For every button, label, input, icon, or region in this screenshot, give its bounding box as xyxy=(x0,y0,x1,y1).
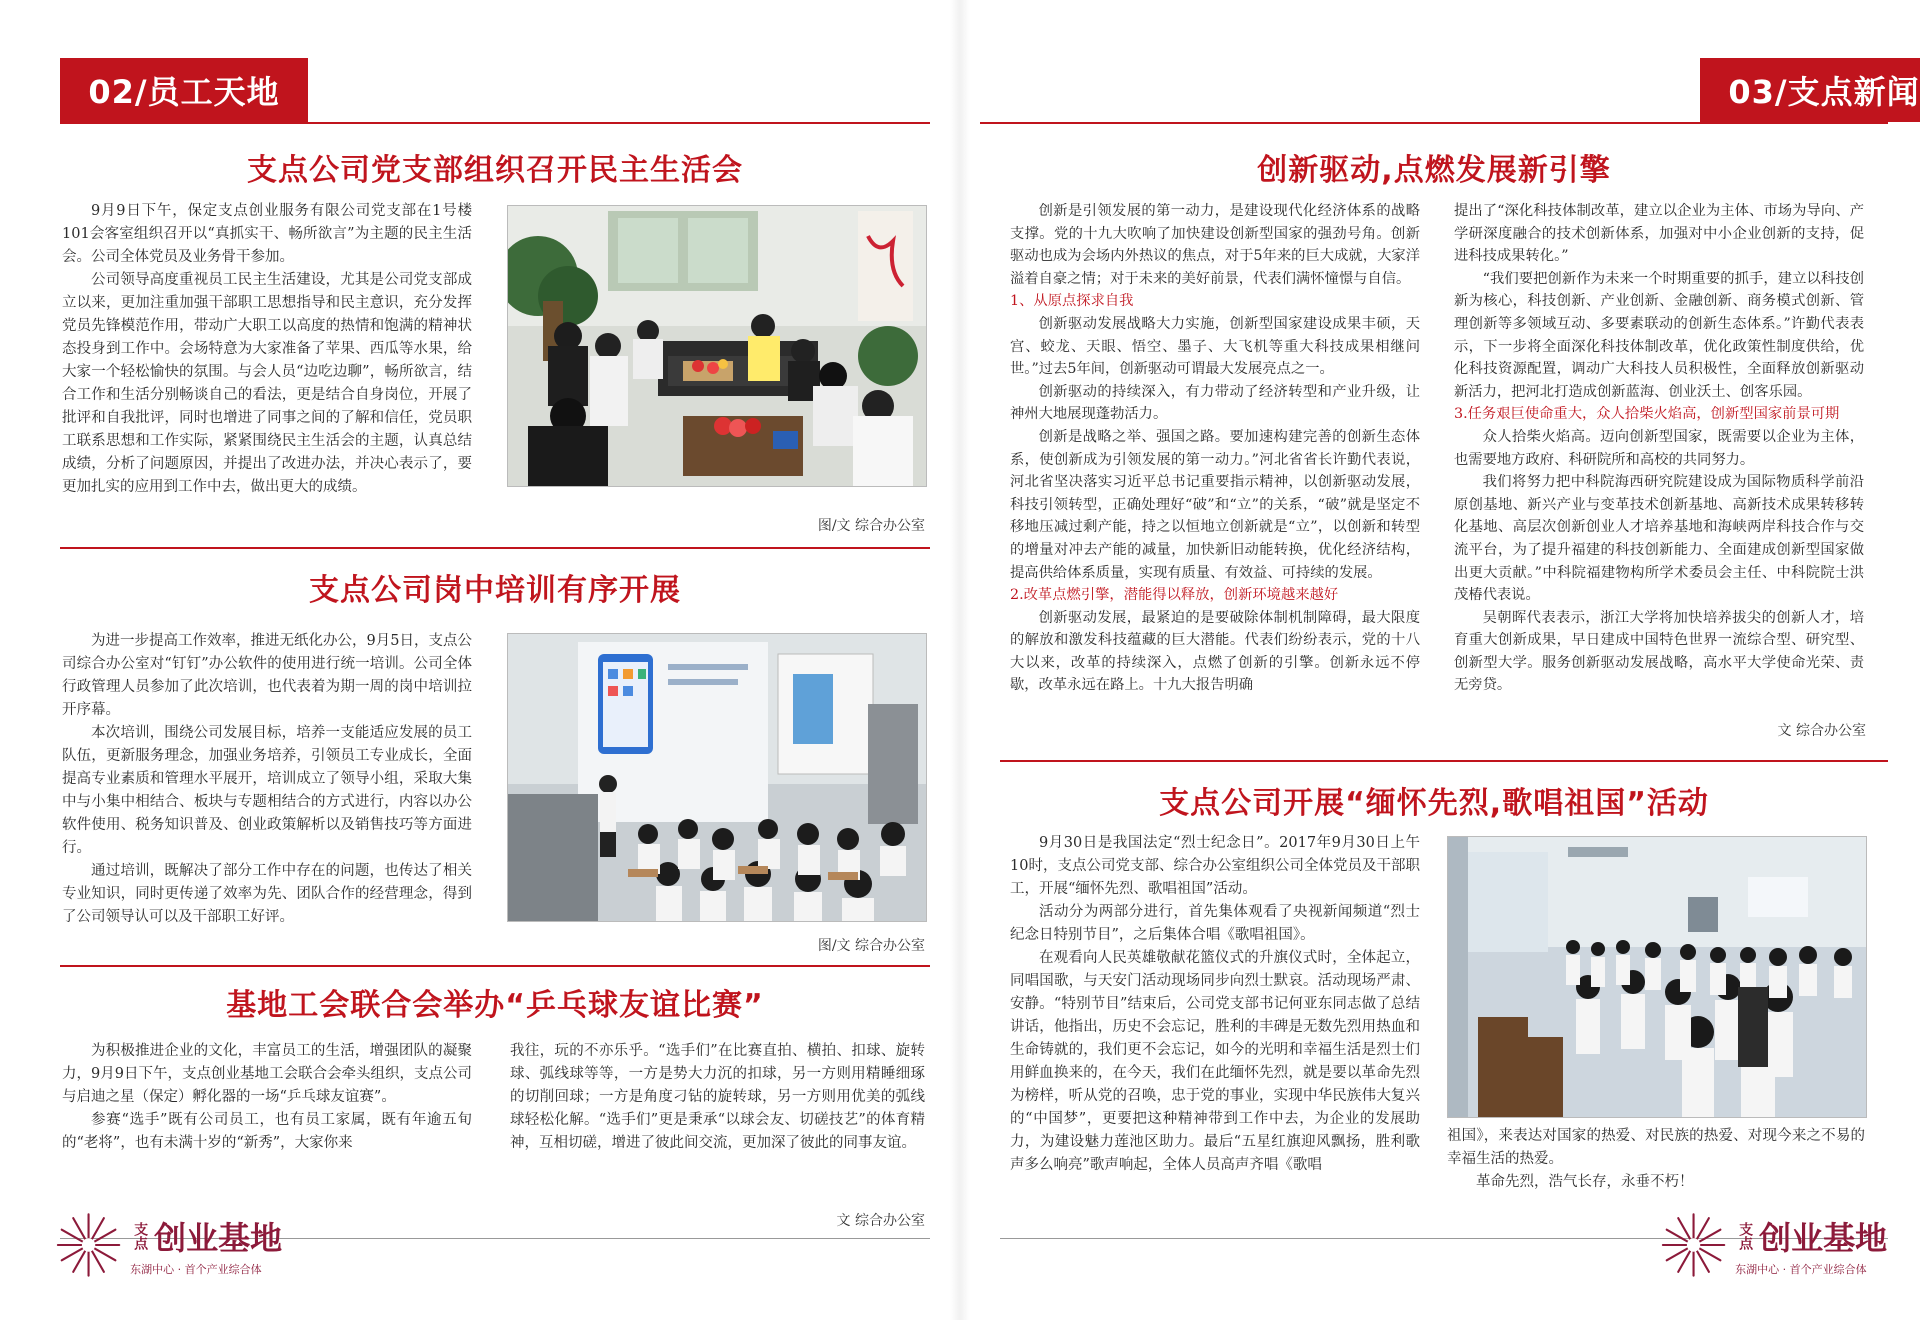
logo-small-text: 支点 xyxy=(1737,1222,1754,1250)
paragraph: 我们将努力把中科院海西研究院建设成为国际物质科学前沿原创基地、新兴产业与变革技术创新基地、高新技术成果转移转化基地、高层次创新创业人才培养基地和海峡两岸科技合作与交流平台，为了提升福建的科技创新能力、全面建成创新型国家做出更大贡献。”中科院福建物构所学术委员会主任、中科院院士洪茂椿代表说。 xyxy=(1454,474,1864,604)
paragraph: 提出了“深化科技体制改革，建立以企业为主体、市场为导向、产学研深度融合的技术创新体系，加强对中小企业创新的支持，促进科技成果转化。” xyxy=(1454,203,1864,265)
article-body xyxy=(62,200,472,499)
meeting-photo xyxy=(507,205,927,487)
paragraph: 创新是引领发展的第一动力，是建设现代化经济体系的战略支撑。党的十九大吹响了加快建设创新型国家的强劲号角。创新驱动也成为会场内外热议的焦点，对于5年来的巨大成就，大家洋溢着自豪之情；对于未来的美好前景，代表们满怀憧憬与自信。 xyxy=(1010,203,1420,287)
article-column xyxy=(1010,200,1420,697)
brand-logo xyxy=(1660,1205,1900,1285)
article-title: 支点公司岗中培训有序开展 xyxy=(309,573,681,608)
subheading: 2.改革点燃引擎，潜能得以释放，创新环境越来越好 xyxy=(1010,587,1339,604)
article-column xyxy=(62,1040,472,1155)
paragraph: 活动分为两部分进行，首先集体观看了央视新闻频道“烈士纪念日特别节目”，之后集体合唱《歌唱祖国》。 xyxy=(1010,904,1420,943)
sunburst-logo-icon xyxy=(55,1210,122,1280)
section-divider xyxy=(60,965,930,967)
paragraph: 众人拾柴火焰高。迈向创新型国家，既需要以企业为主体，也需要地方政府、科研院所和高校的共同努力。 xyxy=(1454,428,1864,468)
paragraph: 创新驱动的持续深入，有力带动了经济转型和产业升级，让神州大地展现蓬勃活力。 xyxy=(1010,383,1420,423)
paragraph: 为积极推进企业的文化，丰富员工的生活，增强团队的凝聚力，9月9日下午，支点创业基地工会联合会牵头组织，支点公司与启迪之星（保定）孵化器的一场“乒乓球友谊赛”。 xyxy=(62,1043,472,1105)
section-badge: 02/员工天地 xyxy=(60,58,308,122)
paragraph: “我们要把创新作为未来一个时期重要的抓手，建立以科技创新为核心，科技创新、产业创新、金融创新、商务模式创新、管理创新等多领域互动、多要素联动的创新生态体系。”许勤代表表示，下一步将全面深化科技体制改革，优化政策性制度供给，优化科技资源配置，调动广大科技人员积极性，全面释放创新驱动新活力，把河北打造成创新蓝海、创业沃土、创客乐园。 xyxy=(1454,270,1864,400)
logo-main-text: 创业基地 xyxy=(1759,1219,1888,1257)
paragraph: 在观看向人民英雄敬献花篮仪式的升旗仪式时，全体起立，同唱国歌，与天安门活动现场同步向烈士默哀。活动现场严肃、安静。“特别节目”结束后，公司党支部书记何亚东同志做了总结讲话，他指出，历史不会忘记，胜利的丰碑是无数先烈用热血和生命铸就的，我们更不会忘记，如今的光明和幸福生活是烈士们用鲜血换来的，在今天，我们在此缅怀先烈，就是要以革命先烈为榜样，听从党的召唤，忠于党的事业，实现中华民族伟大复兴的“中国梦”，更要把这种精神带到工作中去，为企业的发展助力，为建设魅力莲池区助力。最后“五星红旗迎风飘扬，胜利歌声多么响亮”歌声响起，全体人员高声齐唱《歌唱 xyxy=(1010,950,1420,1173)
paragraph: 参赛“选手”既有公司员工，也有员工家属，既有年逾五旬的“老将”，也有未满十岁的“新秀”，大家你来 xyxy=(62,1112,472,1151)
article-credit: 文 综合办公室 xyxy=(836,1213,925,1229)
paragraph: 9月9日下午，保定支点创业服务有限公司党支部在1号楼101会客室组织召开以“真抓实干、畅所欲言”为主题的民主生活会。公司全体党员及业务骨干参加。 xyxy=(62,203,472,265)
right-page xyxy=(980,0,1920,1320)
left-page xyxy=(0,0,940,1320)
article-body xyxy=(62,630,472,929)
subheading: 3.任务艰巨使命重大，众人拾柴火焰高，创新型国家前景可期 xyxy=(1454,406,1840,423)
paragraph: 公司领导高度重视员工民主生活建设，尤其是公司党支部成立以来，更加注重加强干部职工思想指导和民主意识，充分发挥党员先锋模范作用，带动广大职工以高度的热情和饱满的精神状态投身到工作中。会场特意为大家准备了苹果、西瓜等水果，给大家一个轻松愉快的氛围。与会人员“边吃边聊”，畅所欲言，结合工作和生活分别畅谈自己的看法，更是结合自身岗位，开展了批评和自我批评，同时也增进了同事之间的了解和信任，党员职工联系思想和工作实际，紧紧围绕民主生活会的主题，认真总结成绩，分析了问题原因，并提出了改进办法，并决心表示了，要更加扎实的应用到工作中去，做出更大的成绩。 xyxy=(62,272,472,495)
article-column xyxy=(1447,1125,1865,1194)
paragraph: 创新是战略之举、强国之路。要加速构建完善的创新生态体系，使创新成为引领发展的第一动力。”河北省省长许勤代表说，河北省坚决落实习近平总书记重要指示精神，以创新驱动发展，科技引领转型，正确处理好“破”和“立”的关系，“破”就是坚定不移地压减过剩产能，持之以恒地立创新就是“立”，以创新和转型的增量对冲去产能的减量，加快新旧动能转换，优化经济结构，提高供给体系质量，实现有质量、有效益、可持续的发展。 xyxy=(1010,428,1420,581)
article-title: 支点公司党支部组织召开民主生活会 xyxy=(247,153,743,188)
section-divider xyxy=(60,547,930,549)
article-credit: 文 综合办公室 xyxy=(1777,723,1866,739)
header-rule xyxy=(980,122,1888,124)
paragraph: 通过培训，既解决了部分工作中存在的问题，也传达了相关专业知识，同时更传递了效率为先、团队合作的经营理念，得到了公司领导认可以及干部职工好评。 xyxy=(62,863,472,925)
section-divider xyxy=(1000,760,1888,762)
paragraph: 吴朝晖代表表示，浙江大学将加快培养拔尖的创新人才，培育重大创新成果，早日建成中国特色世界一流综合型、研究型、创新型大学。服务创新驱动发展战略，高水平大学使命光荣、责无旁贷。 xyxy=(1454,609,1864,694)
logo-small-text: 支点 xyxy=(132,1222,149,1250)
article-title: 创新驱动,点燃发展新引擎 xyxy=(1257,153,1611,188)
paragraph: 为进一步提高工作效率，推进无纸化办公，9月5日，支点公司综合办公室对“钉钉”办公软件的使用进行统一培训。公司全体行政管理人员参加了此次培训，也代表着为期一周的岗中培训拉开序幕。 xyxy=(62,633,472,718)
sunburst-logo-icon xyxy=(1660,1210,1727,1280)
ceremony-photo xyxy=(1447,836,1867,1118)
paragraph: 祖国》，来表达对国家的热爱、对民族的热爱、对现今来之不易的幸福生活的热爱。 xyxy=(1447,1128,1865,1167)
paragraph: 我往，玩的不亦乐乎。“选手们”在比赛直拍、横拍、扣球、旋转球、弧线球等等，一方是势大力沉的扣球，另一方则用精睡细琢的切削回球；一方是角度刁钻的旋转球，另一方则用优美的弧线球轻松化解。“选手们”更是秉承“以球会友、切磋技艺”的体育精神，互相切磋，增进了彼此间交流，更加深了彼此的同事友谊。 xyxy=(510,1043,925,1151)
logo-tagline: 东湖中心 · 首个产业综合体 xyxy=(130,1263,262,1276)
brand-logo xyxy=(55,1205,295,1285)
article-title: 支点公司开展“缅怀先烈,歌唱祖国”活动 xyxy=(1159,786,1709,821)
article-column xyxy=(1454,200,1864,697)
photo-credit: 图/文 综合办公室 xyxy=(817,938,925,954)
training-photo xyxy=(507,633,927,922)
paragraph: 创新驱动发展战略大力实施，创新型国家建设成果丰硕，天宫、蛟龙、天眼、悟空、墨子、大飞机等重大科技成果相继问世。”过去5年间，创新驱动可谓最大发展亮点之一。 xyxy=(1010,315,1420,378)
page-gutter xyxy=(950,0,970,1320)
logo-tagline: 东湖中心 · 首个产业综合体 xyxy=(1735,1263,1867,1276)
subheading: 1、从原点探求自我 xyxy=(1010,293,1134,310)
article-column xyxy=(510,1040,925,1155)
paragraph: 革命先烈，浩气长存，永垂不朽！ xyxy=(1476,1174,1694,1190)
photo-credit: 图/文 综合办公室 xyxy=(817,518,925,534)
paragraph: 创新驱动发展，最紧迫的是要破除体制机制障碍，最大限度的解放和激发科技蕴藏的巨大潜能。代表们纷纷表示，党的十八大以来，改革的持续深入，点燃了创新的引擎。创新永远不停歇，改革永远在路上。十九大报告明确 xyxy=(1010,609,1420,694)
article-column xyxy=(1010,832,1420,1177)
section-badge: 03/支点新闻 xyxy=(1700,58,1920,122)
article-title: 基地工会联合会举办“乒乓球友谊比赛” xyxy=(226,988,764,1023)
header-rule xyxy=(60,122,930,124)
logo-main-text: 创业基地 xyxy=(154,1219,283,1257)
paragraph: 本次培训，围绕公司发展目标，培养一支能适应发展的员工队伍，更新服务理念，加强业务培养，引领员工专业成长，全面提高专业素质和管理水平展开，培训成立了领导小组，采取大集中与小集中相结合、板块与专题相结合的方式进行，内容以办公软件使用、税务知识普及、创业政策解析以及销售技巧等方面进行。 xyxy=(62,725,472,856)
paragraph: 9月30日是我国法定“烈士纪念日”。2017年9月30日上午10时，支点公司党支部、综合办公室组织公司全体党员及干部职工，开展“缅怀先烈、歌唱祖国”活动。 xyxy=(1010,835,1420,897)
